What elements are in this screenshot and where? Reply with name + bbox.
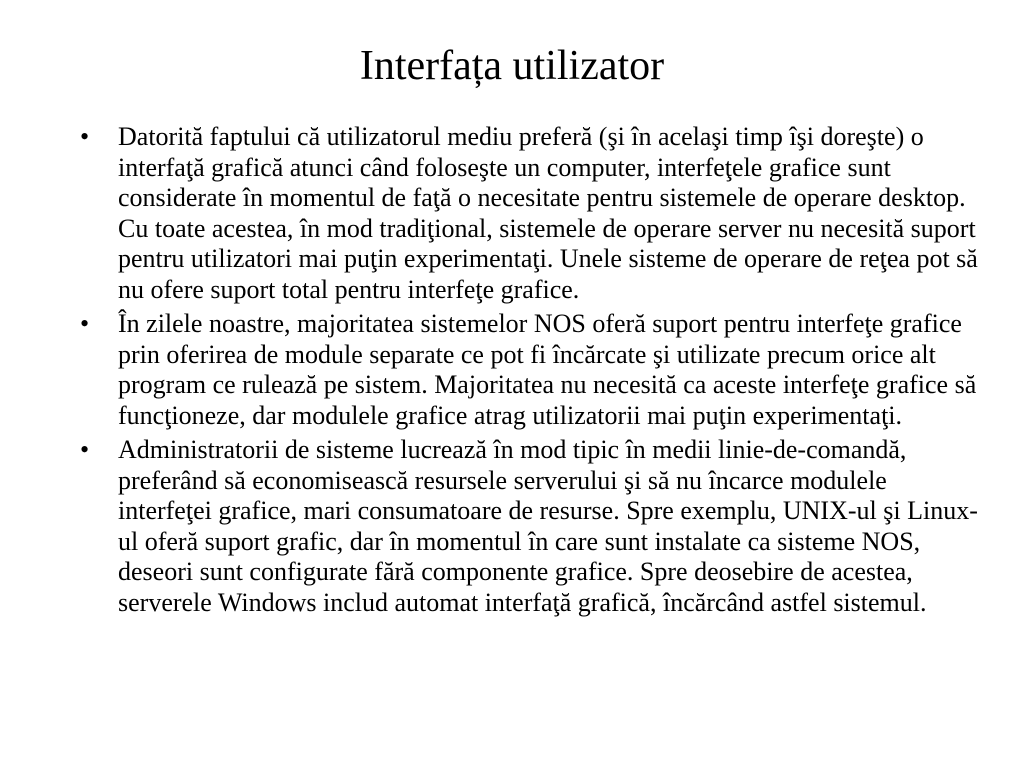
bullet-marker: • bbox=[80, 122, 90, 151]
bullet-text: În zilele noastre, majoritatea sistemelor NOS oferă suport pentru interfeţe grafice prin oferirea de module separate ce pot fi încărcate şi utilizate precum orice alt program ce rulează pe sistem. Majoritatea nu necesită ca aceste interfeţe grafice să funcţioneze, dar modulele grafice atrag utilizatorii mai puţin experimentaţi. bbox=[118, 309, 977, 430]
bullet-item-1 bbox=[76, 122, 984, 305]
bullet-item-3 bbox=[76, 435, 984, 618]
bullet-item-2 bbox=[76, 309, 984, 431]
slide-title: Interfața utilizator bbox=[359, 43, 665, 89]
bullet-text: Datorită faptului că utilizatorul mediu preferă (şi în acelaşi timp îşi doreşte) o interfaţă grafică atunci când foloseşte un computer, interfeţele grafice sunt considerate în momentul de faţă o necesitate pentru sistemele de operare desktop. Cu toate acestea, în mod tradiţional, sistemele de operare server nu necesită suport pentru utilizatori mai puţin experimentaţi. Unele sisteme de operare de reţea pot să nu ofere suport total pentru interfeţe grafice. bbox=[118, 122, 978, 304]
bullet-list bbox=[76, 122, 984, 622]
bullet-marker: • bbox=[80, 435, 90, 464]
bullet-marker: • bbox=[80, 309, 90, 338]
bullet-text: Administratorii de sisteme lucrează în mod tipic în medii linie-de-comandă, preferând să economisească resursele serverului şi să nu încarce modulele interfeţei grafice, mari consumatoare de resurse. Spre exemplu, UNIX-ul şi Linux-ul oferă suport grafic, dar în momentul în care sunt instalate ca sisteme NOS, deseori sunt configurate fără componente grafice. Spre deosebire de acestea, serverele Windows includ automat interfaţă grafică, încărcând astfel sistemul. bbox=[118, 435, 978, 617]
